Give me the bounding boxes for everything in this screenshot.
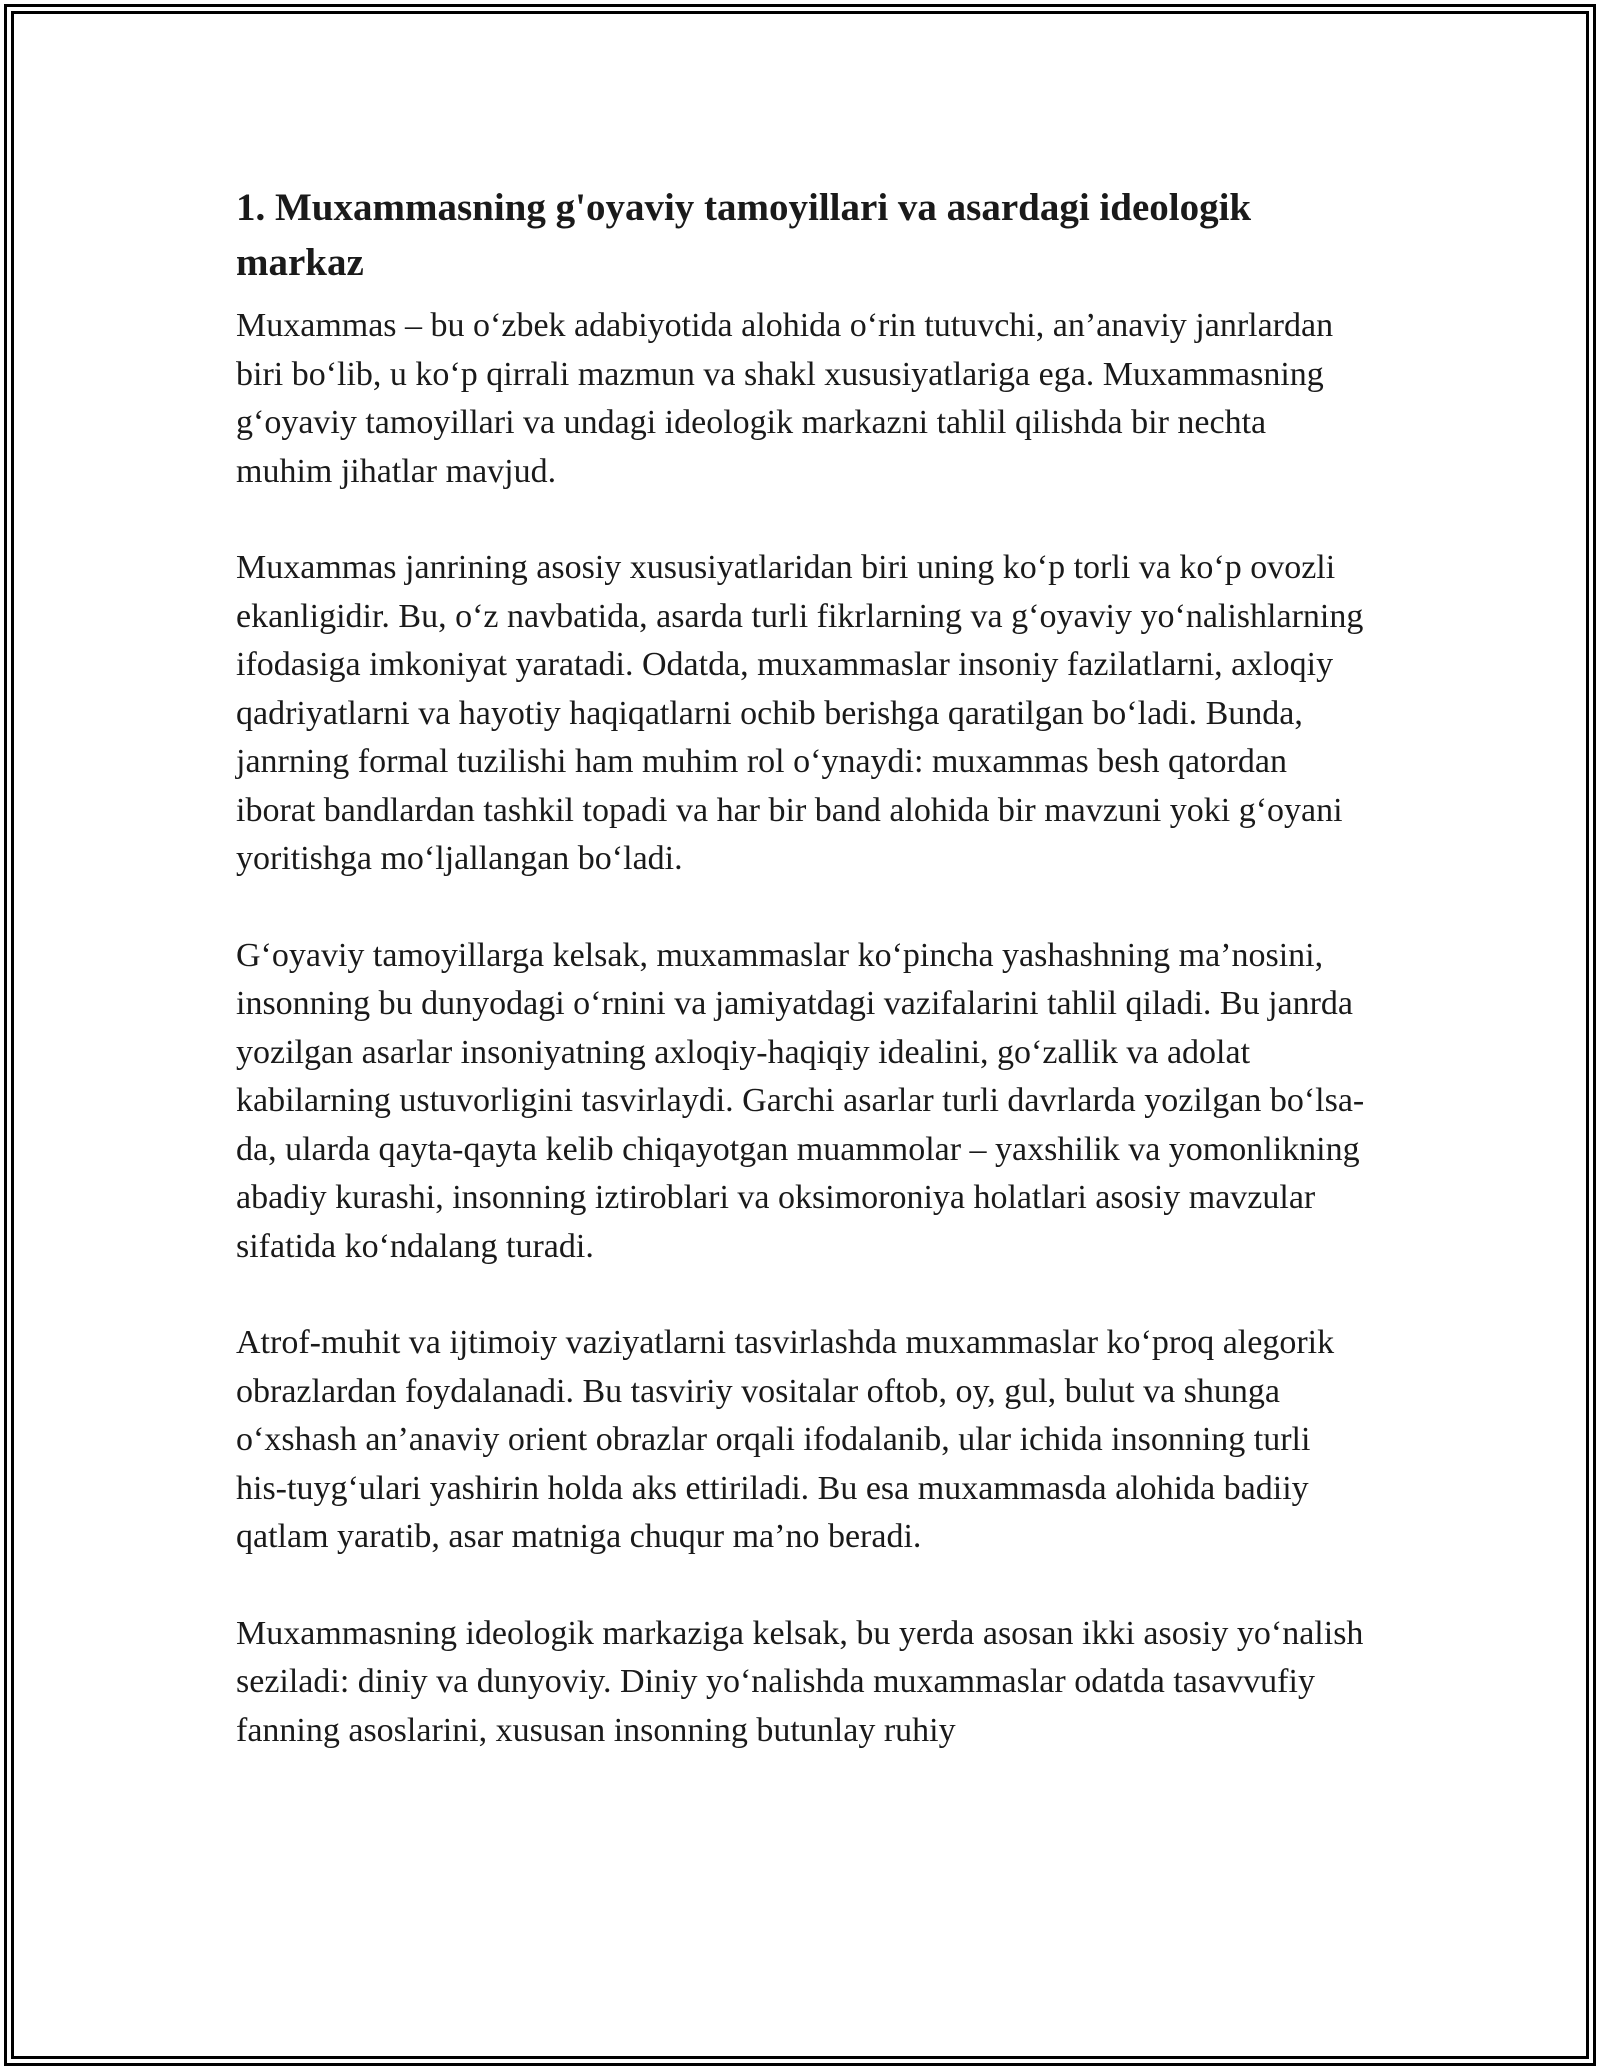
paragraph-3: G‘oyaviy tamoyillarga kelsak, muxammaslar ko‘pincha yashashning ma’nosini, insonning bu dunyodagi o‘rnini va jamiyatdagi vazifalarini tahlil qiladi. Bu janrda yozilgan asarlar insoniyatning axloqiy-haqiqiy idealini, go‘zallik va adolat kabilarning ustuvorligini tasvirlaydi. Garchi asarlar turli davrlarda yozilgan bo‘lsa-da, ularda qayta-qayta kelib chiqayotgan muammolar – yaxshilik va yomonlikning abadiy kurashi, insonning iztiroblari va oksimoroniya holatlari asosiy mavzular sifatida ko‘ndalang turadi. xyxy=(236,936,1365,1265)
document-body xyxy=(236,180,1366,1755)
paragraph-5: Muxammasning ideologik markaziga kelsak, bu yerda asosan ikki asosiy yo‘nalish seziladi: diniy va dunyoviy. Diniy yo‘nalishda muxammaslar odatda tasavvufiy fanning asoslarini, xususan insonning butunlay ruhiy xyxy=(236,1614,1364,1749)
paragraph-1: Muxammas – bu o‘zbek adabiyotida alohida o‘rin tutuvchi, an’anaviy janrlardan biri bo‘lib, u ko‘p qirrali mazmun va shakl xususiyatlariga ega. Muxammasning g‘oyaviy tamoyillari va undagi ideologik markazni tahlil qilishda bir nechta muhim jihatlar mavjud. xyxy=(236,307,1334,490)
paragraph-4: Atrof-muhit va ijtimoiy vaziyatlarni tasvirlashda muxammaslar ko‘proq alegorik obrazlardan foydalanadi. Bu tasviriy vositalar oftob, oy, gul, bulut va shunga o‘xshash an’anaviy orient obrazlar orqali ifodalanib, ular ichida insonning turli his-tuyg‘ulari yashirin holda aks ettiriladi. Bu esa muxammasda alohida badiiy qatlam yaratib, asar matniga chuqur ma’no beradi. xyxy=(236,1324,1335,1555)
section-heading: 1. Muxammasning g'oyaviy tamoyillari va asardagi ideologik markaz xyxy=(236,186,1252,284)
paragraph-2: Muxammas janrining asosiy xususiyatlaridan biri uning ko‘p torli va ko‘p ovozli ekanligidir. Bu, o‘z navbatida, asarda turli fikrlarning va g‘oyaviy yo‘nalishlarning ifodasiga imkoniyat yaratadi. Odatda, muxammaslar insoniy fazilatlarni, axloqiy qadriyatlarni va hayotiy haqiqatlarni ochib berishga qaratilgan bo‘ladi. Bunda, janrning formal tuzilishi ham muhim rol o‘ynaydi: muxammas besh qatordan iborat bandlardan tashkil topadi va har bir band alohida bir mavzuni yoki g‘oyani yoritishga mo‘ljallangan bo‘ladi. xyxy=(236,549,1364,877)
